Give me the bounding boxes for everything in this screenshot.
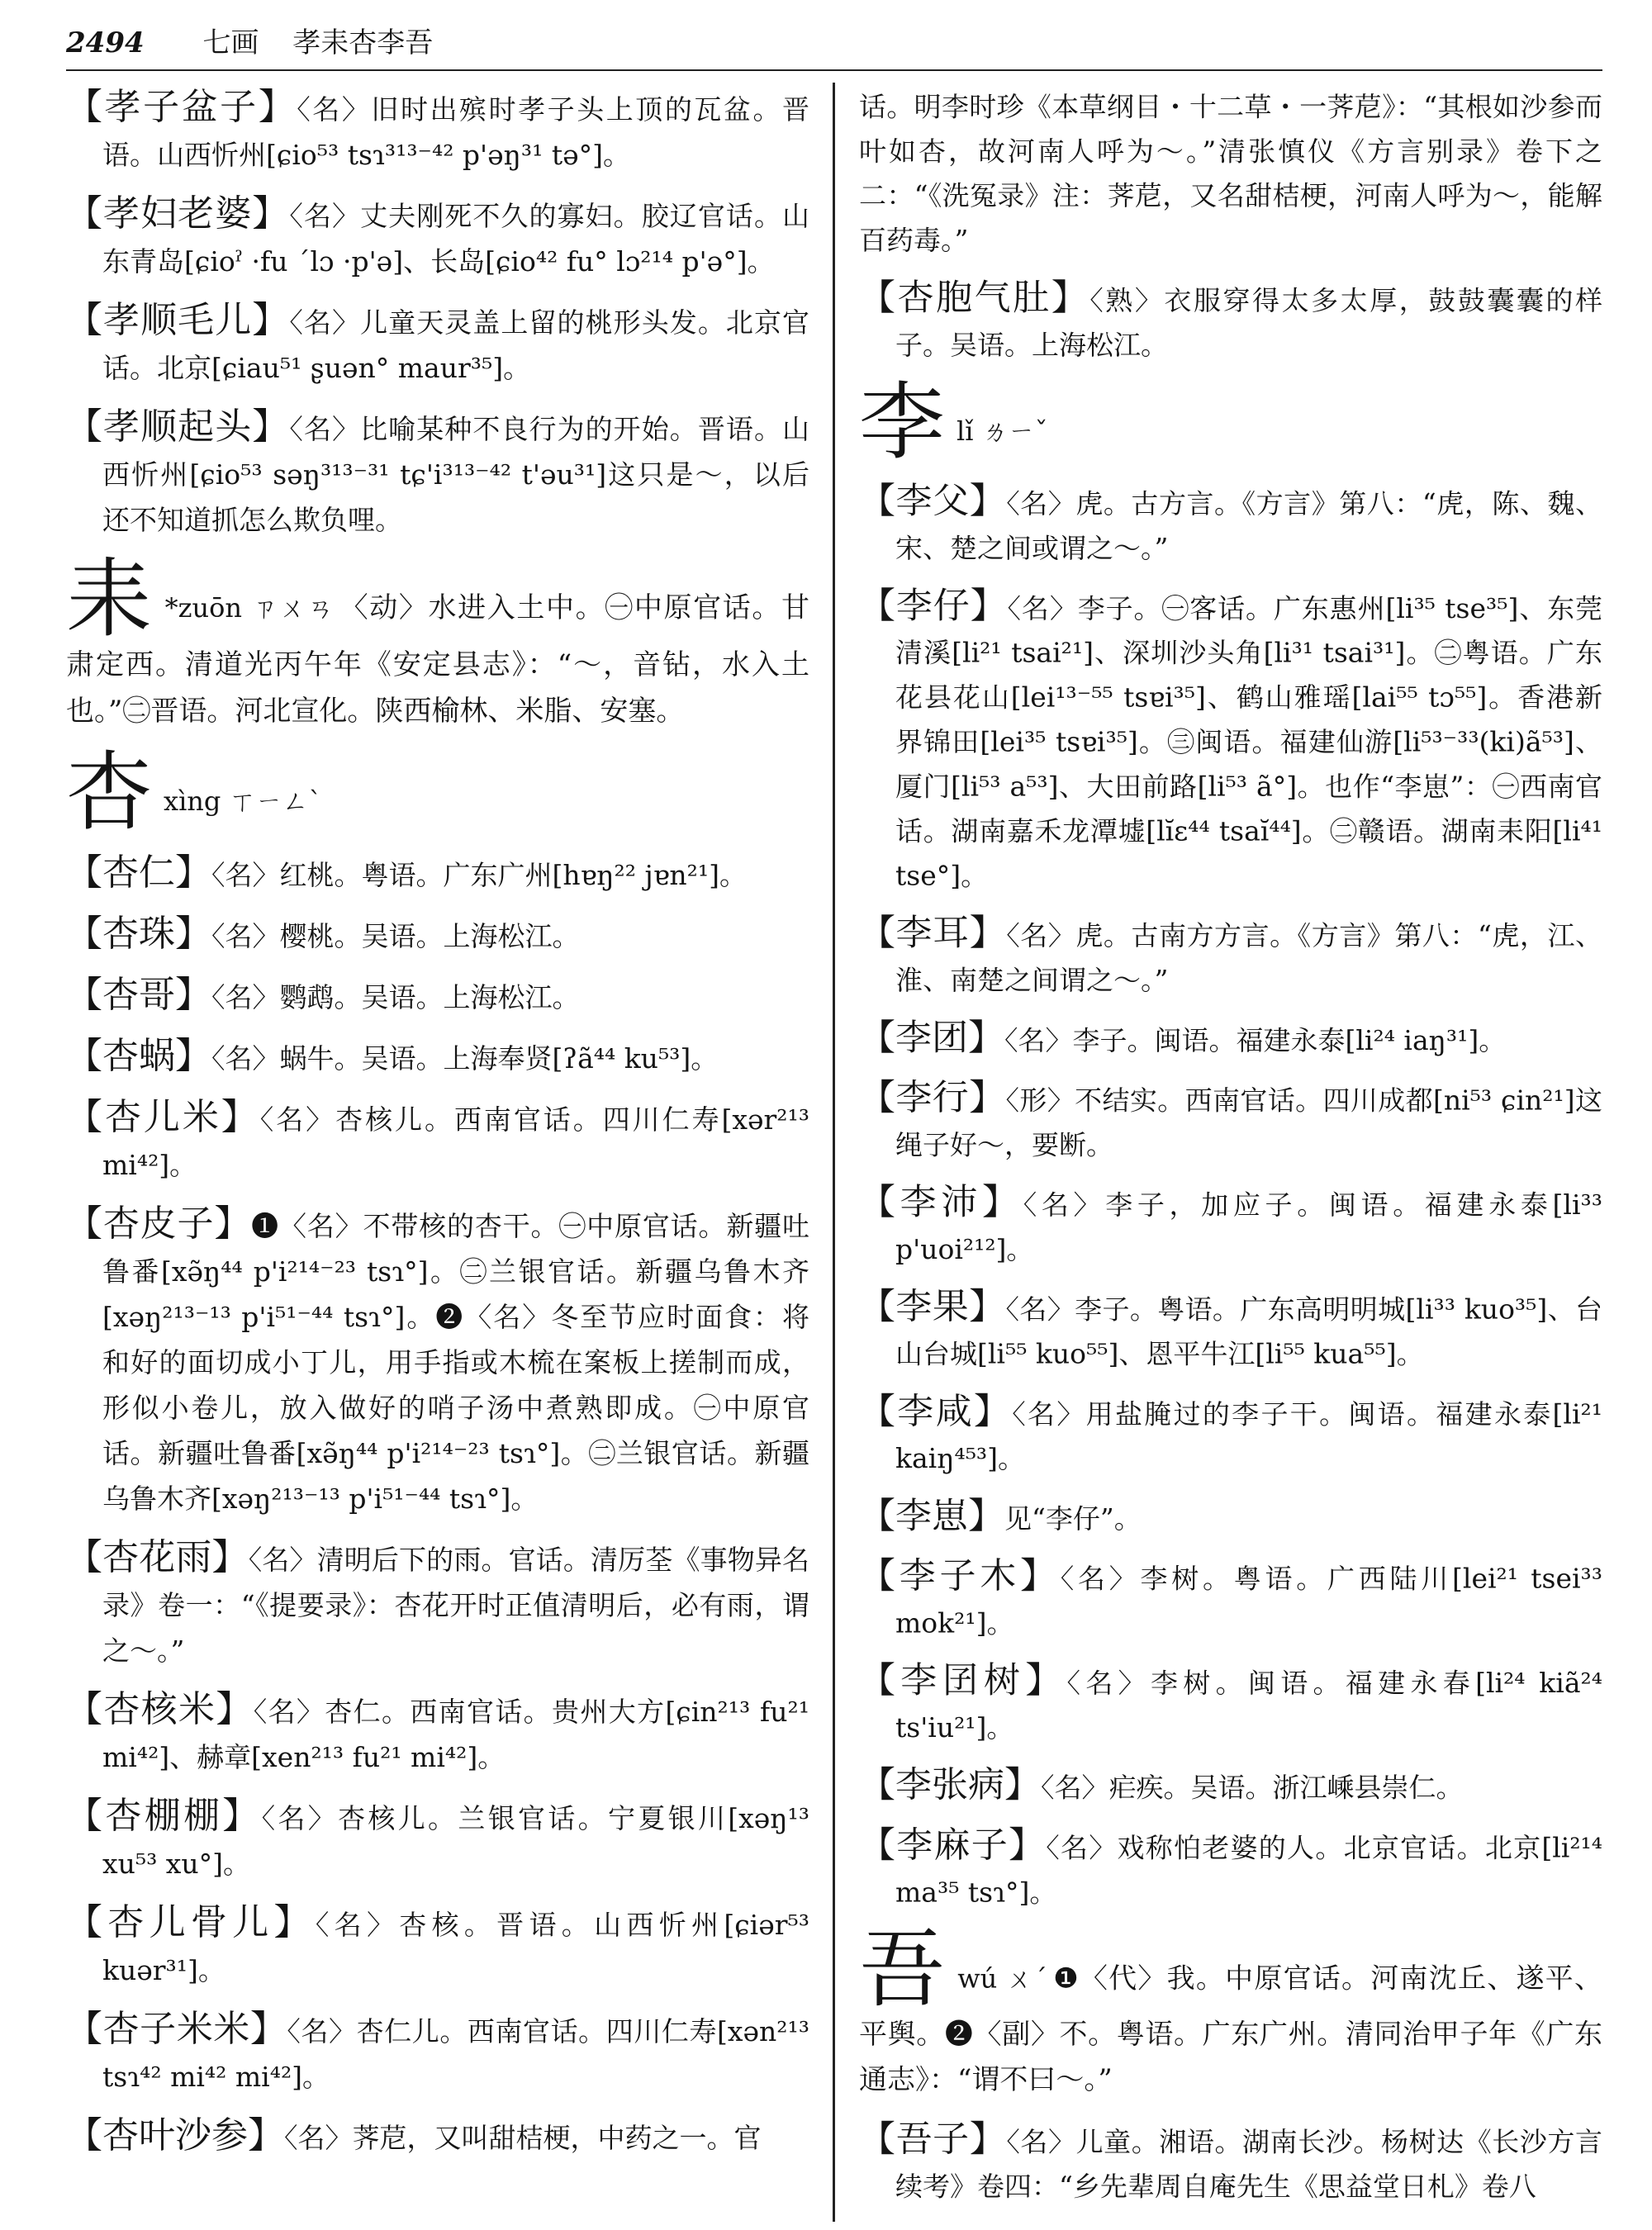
entry-text: 〈名〉杏仁。西南官话。贵州大方[ɕin²¹³ fu²¹ mi⁴²]、赫章[xen²¹³ fu²¹ mi⁴²]。	[102, 1696, 809, 1773]
head-definition: ❶〈代〉我。中原官话。河南沈丘、遂平、平舆。❷〈副〉不。粤语。广东广州。清同治甲子年《广东通志》：“谓不曰～。”	[859, 1962, 1602, 2096]
dictionary-entry	[66, 2006, 809, 2100]
dictionary-entry	[859, 1658, 1602, 1750]
head-reading: lǐ ㄌㄧˇ	[957, 415, 1048, 447]
right-column	[859, 84, 1602, 2222]
head-reading: wú ㄨˊ	[957, 1962, 1049, 1995]
character-heading	[66, 548, 809, 734]
entry-text: 〈名〉杏核。晋语。山西忻州[ɕiər⁵³ kuər³¹]。	[102, 1909, 809, 1986]
entry-text: 〈名〉杏仁儿。西南官话。四川仁寿[xən²¹³ tsɿ⁴² mi⁴² mi⁴²]。	[102, 2015, 809, 2093]
column-divider	[833, 83, 835, 2222]
dictionary-entry	[859, 276, 1602, 368]
head-character: 吾	[859, 1919, 947, 2019]
entry-text: 〈名〉用盐腌过的李子干。闽语。福建永泰[li²¹ kaiŋ⁴⁵³]。	[895, 1397, 1602, 1475]
entry-headword: 【吾子】	[859, 2118, 1007, 2161]
entry-text: 〈形〉不结实。西南官话。四川成都[ni⁵³ ɕin²¹]这绳子好～，要断。	[895, 1084, 1602, 1161]
left-column	[66, 84, 809, 2174]
entry-text: 〈名〉李子。粤语。广东高明明城[li³³ kuo³⁵]、台山台城[li⁵⁵ kuo⁵⁵]、恩平牛江[li⁵⁵ kua⁵⁵]。	[895, 1293, 1603, 1370]
entry-headword: 【孝妇老婆】	[66, 192, 290, 235]
entry-headword: 【杏仁】	[66, 852, 211, 894]
header-characters: 孝耒杏李吾	[292, 26, 434, 59]
entry-text: 〈名〉红桃。粤语。广东广州[hɐŋ²² jɐn²¹]。	[211, 859, 747, 891]
character-heading	[859, 1919, 1602, 2103]
entry-headword: 【杏子米米】	[66, 2008, 287, 2050]
page-number: 2494	[66, 26, 145, 59]
entry-headword: 【李崽】	[859, 1495, 1004, 1537]
entry-text: 〈名〉虎。古南方方言。《方言》第八：“虎，江、淮、南楚之间谓之～。”	[895, 919, 1603, 997]
dictionary-entry	[859, 584, 1602, 899]
dictionary-entry	[66, 1900, 809, 1993]
dictionary-entry	[859, 2117, 1602, 2209]
head-character: 杏	[66, 742, 153, 842]
head-character: 李	[859, 372, 946, 472]
entry-text: 〈名〉樱桃。吴语。上海松江。	[211, 920, 580, 952]
dictionary-entry	[66, 1033, 809, 1081]
entry-text: 〈熟〉衣服穿得太多太厚，鼓鼓囊囊的样子。吴语。上海松江。	[895, 284, 1603, 361]
entry-headword: 【杏棚棚】	[66, 1795, 262, 1837]
entry-headword: 【杏核米】	[66, 1688, 254, 1730]
entry-headword: 【杏儿米】	[66, 1096, 260, 1138]
entry-text: 〈名〉虎。古方言。《方言》第八：“虎，陈、魏、宋、楚之间或谓之～。”	[895, 487, 1603, 564]
dictionary-entry	[66, 972, 809, 1020]
entry-text: 〈名〉李树。闽语。福建永春[li²⁴ kiã²⁴ ts'iu²¹]。	[895, 1667, 1602, 1744]
dictionary-entry	[859, 1389, 1602, 1481]
entry-headword: 【杏儿骨儿】	[66, 1901, 316, 1943]
entry-headword: 【孝子盆子】	[66, 86, 297, 128]
stroke-section: 七画	[202, 26, 259, 59]
dictionary-entry	[66, 850, 809, 898]
dictionary-entry	[66, 1535, 809, 1673]
entry-headword: 【李耳】	[859, 912, 1007, 955]
entry-text: 〈名〉杏核儿。兰银官话。宁夏银川[xəŋ¹³ xu⁵³ xu°]。	[102, 1802, 810, 1880]
entry-text: 〈名〉疟疾。吴语。浙江嵊县崇仁。	[1041, 1772, 1464, 1804]
entry-headword: 【李沛】	[859, 1181, 1023, 1223]
entry-headword: 【李张病】	[859, 1764, 1041, 1806]
dictionary-entry	[859, 479, 1602, 571]
entry-headword: 【李行】	[859, 1077, 1006, 1119]
dictionary-entry	[859, 1016, 1602, 1063]
entry-text: 〈名〉杏核儿。西南官话。四川仁寿[xər²¹³ mi⁴²]。	[102, 1103, 809, 1181]
dictionary-entry	[66, 84, 809, 178]
entry-headword: 【孝顺起头】	[66, 406, 290, 448]
head-reading: xìng ㄒㄧㄥˋ	[164, 785, 322, 817]
entry-text: 〈名〉清明后下的雨。官话。清厉荃《事物异名录》卷一：“《提要录》：杏花开时正值清明后，必有雨，谓之～。”	[102, 1544, 810, 1667]
entry-text: 〈名〉丈夫刚死不久的寡妇。胶辽官话。山东青岛[ɕioˀ ·fu ˊlɔ ·p'ə]、长岛[ɕio⁴² fu° lɔ²¹⁴ p'ə°]。	[102, 200, 809, 278]
dictionary-entry	[859, 1075, 1602, 1167]
entry-headword: 【李果】	[859, 1286, 1006, 1328]
head-reading: *zuōn ㄗㄨㄢ	[164, 592, 335, 624]
dictionary-entry	[859, 1180, 1602, 1272]
entry-headword: 【孝顺毛儿】	[66, 299, 290, 341]
dictionary-entry	[859, 911, 1602, 1003]
dictionary-entry	[66, 2113, 809, 2161]
dictionary-entry	[859, 1823, 1602, 1914]
entry-headword: 【杏皮子】	[66, 1203, 252, 1245]
entry-headword: 【李仔】	[859, 585, 1008, 627]
entry-text: 〈名〉李子。㊀客话。广东惠州[li³⁵ tse³⁵]、东莞清溪[li²¹ tsai²¹]、深圳沙头角[li³¹ tsai³¹]。㊁粤语。广东花县花山[lei¹³⁻⁵⁵ tsɐi³⁵]、鹤山雅瑶[lai⁵⁵ tɔ⁵⁵]。香港新界锦田[lei³⁵ tsɐi³⁵]。㊂闽语。福建仙游[li⁵³⁻³³(ki)ã⁵³]、厦门[li⁵³ a⁵³]、大田前路[li⁵³ ã°]。也作“李崽”：㊀西南官话。湖南嘉禾龙潭墟[lĭɛ⁴⁴ tsaĭ⁴⁴]。㊁赣语。湖南耒阳[li⁴¹ tse°]。	[895, 592, 1602, 892]
entry-headword: 【杏胞气肚】	[859, 277, 1090, 319]
dictionary-entry	[66, 191, 809, 284]
page-header	[66, 18, 1602, 68]
dictionary-entry	[66, 1094, 809, 1188]
entry-text: 〈名〉蜗牛。吴语。上海奉贤[ʔã⁴⁴ ku⁵³]。	[211, 1042, 719, 1075]
head-definition: 〈动〉水进入土中。㊀中原官话。甘肃定西。清道光丙午年《安定县志》：“～，音钻，水入土也。”㊁晋语。河北宣化。陕西榆林、米脂、安塞。	[66, 591, 809, 728]
entry-text: 见“李仔”。	[1004, 1502, 1142, 1535]
entry-text: 话。明李时珍《本草纲目・十二草・一荠苨》：“其根如沙参而叶如杏，故河南人呼为～。”清张慎仪《方言别录》卷下之二：“《洗冤录》注：荠苨，又名甜桔梗，河南人呼为～，能解百药毒。”	[859, 90, 1602, 257]
entry-headword: 【杏蜗】	[66, 1035, 211, 1077]
header-rule	[66, 69, 1602, 71]
entry-text: 〈名〉李子，加应子。闽语。福建永泰[li³³ p'uoi²¹²]。	[895, 1189, 1602, 1265]
entry-headword: 【李子木】	[859, 1555, 1061, 1597]
entry-headword: 【李咸】	[859, 1391, 1013, 1433]
dictionary-entry	[859, 1554, 1602, 1645]
entry-text: 〈名〉儿童天灵盖上留的桃形头发。北京官话。北京[ɕiau⁵¹ ʂuən° maur³⁵]。	[102, 306, 809, 384]
dictionary-entry	[859, 1494, 1602, 1541]
dictionary-entry	[859, 1763, 1602, 1810]
entry-text: 〈名〉李子。闽语。福建永泰[li²⁴ iaŋ³¹]。	[1004, 1024, 1507, 1056]
entry-text: 〈名〉儿童。湘语。湖南长沙。杨树达《长沙方言续考》卷四：“乡先辈周自庵先生《思益堂日札》卷八	[895, 2126, 1603, 2203]
entry-headword: 【李麻子】	[859, 1824, 1047, 1867]
entry-headword: 【李囝树】	[859, 1659, 1067, 1701]
entry-headword: 【杏哥】	[66, 974, 211, 1016]
dictionary-entry	[66, 911, 809, 959]
dictionary-entry	[66, 1687, 809, 1780]
head-character: 耒	[66, 548, 154, 649]
entry-text: 〈名〉李树。粤语。广西陆川[lei²¹ tsei³³ mok²¹]。	[895, 1563, 1602, 1639]
entry-text: 〈名〉鹦鹉。吴语。上海松江。	[211, 981, 580, 1013]
entry-continuation	[859, 84, 1602, 263]
entry-headword: 【李团】	[859, 1017, 1004, 1059]
entry-headword: 【杏叶沙参】	[66, 2114, 284, 2156]
character-heading	[859, 372, 1602, 472]
dictionary-entry	[66, 404, 809, 543]
entry-text: 〈名〉比喻某种不良行为的开始。晋语。山西忻州[ɕio⁵³ səŋ³¹³⁻³¹ tɕ'i³¹³⁻⁴² t'əu³¹]这只是～，以后还不知道抓怎么欺负哩。	[102, 413, 809, 536]
entry-headword: 【李父】	[859, 480, 1007, 522]
character-heading	[66, 742, 809, 842]
entry-text: 〈名〉戏称怕老婆的人。北京官话。北京[li²¹⁴ ma³⁵ tsɿ°]。	[895, 1831, 1603, 1909]
entry-headword: 【杏珠】	[66, 913, 211, 955]
entry-headword: 【杏花雨】	[66, 1536, 249, 1578]
entry-text: 〈名〉旧时出殡时孝子头上顶的瓦盆。晋语。山西忻州[ɕio⁵³ tsɿ³¹³⁻⁴² p'əŋ³¹ tə°]。	[102, 93, 810, 171]
dictionary-entry	[66, 1793, 809, 1886]
dictionary-entry	[859, 1284, 1602, 1376]
dictionary-entry	[66, 297, 809, 391]
entry-text: 〈名〉荠苨，又叫甜桔梗，中药之一。官	[284, 2122, 762, 2154]
entry-text: ❶〈名〉不带核的杏干。㊀中原官话。新疆吐鲁番[xə̃ŋ⁴⁴ p'i²¹⁴⁻²³ tsɿ°]。㊁兰银官话。新疆乌鲁木齐[xəŋ²¹³⁻¹³ p'i⁵¹⁻⁴⁴ tsɿ°]。❷〈名〉冬至节应时面食：将和好的面切成小丁儿，用手指或木梳在案板上搓制而成，形似小卷儿，放入做好的哨子汤中煮熟即成。㊀中原官话。新疆吐鲁番[xə̃ŋ⁴⁴ p'i²¹⁴⁻²³ tsɿ°]。㊁兰银官话。新疆乌鲁木齐[xəŋ²¹³⁻¹³ p'i⁵¹⁻⁴⁴ tsɿ°]。	[102, 1210, 810, 1515]
dictionary-entry	[66, 1201, 809, 1521]
